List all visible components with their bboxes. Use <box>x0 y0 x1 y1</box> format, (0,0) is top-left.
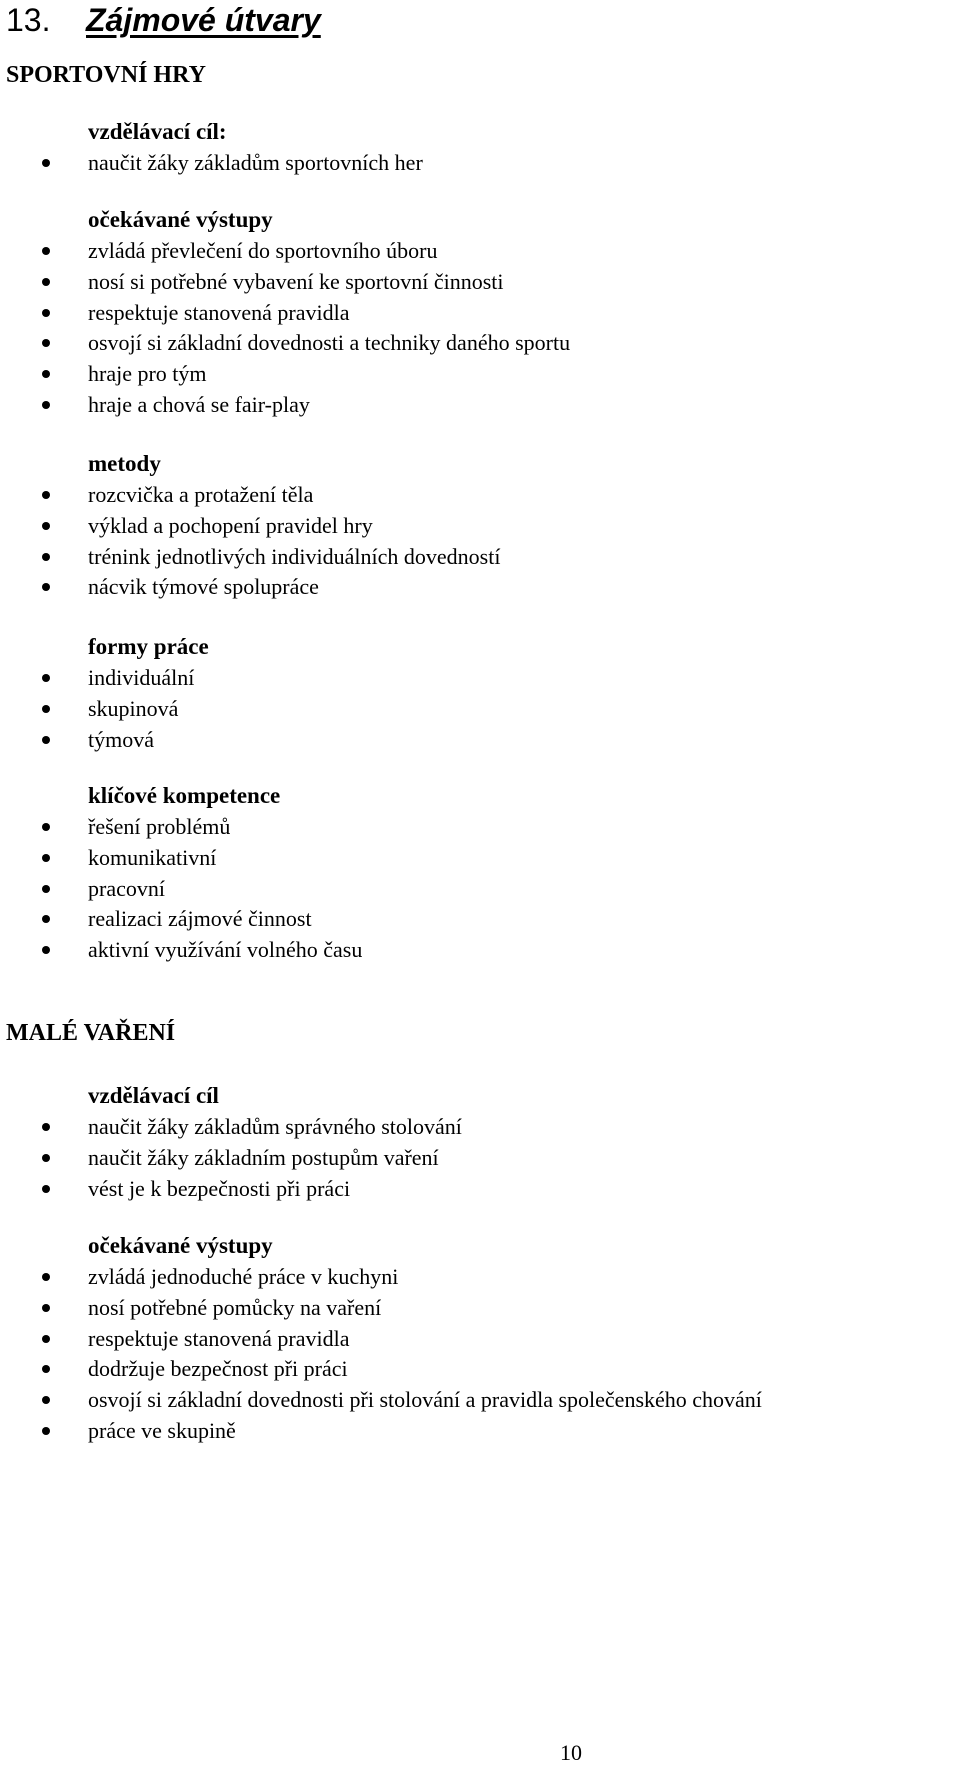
group-heading: klíčové kompetence <box>88 783 281 808</box>
group-heading: očekávané výstupy <box>88 207 273 232</box>
page-number: 10 <box>560 1740 582 1765</box>
list-item-text: výklad a pochopení pravidel hry <box>88 513 373 538</box>
list-item-text: dodržuje bezpečnost při práci <box>88 1356 348 1381</box>
group-heading: vzdělávací cíl <box>88 1083 219 1108</box>
bullet-icon <box>42 1273 50 1281</box>
bullet-icon <box>42 1396 50 1404</box>
list-item-text: rozcvička a protažení těla <box>88 482 314 507</box>
list-item-text: práce ve skupině <box>88 1418 236 1443</box>
bullet-icon <box>42 885 50 893</box>
chapter-title: Zájmové útvary <box>86 2 321 38</box>
list-item-text: respektuje stanovená pravidla <box>88 1326 350 1351</box>
bullet-icon <box>42 1365 50 1373</box>
list-item-text: nácvik týmové spolupráce <box>88 574 319 599</box>
list-item-text: naučit žáky základním postupům vaření <box>88 1145 439 1170</box>
bullet-icon <box>42 705 50 713</box>
bullet-icon <box>42 583 50 591</box>
section-title: MALÉ VAŘENÍ <box>6 1020 176 1046</box>
bullet-icon <box>42 522 50 530</box>
list-item-text: pracovní <box>88 876 165 901</box>
bullet-icon <box>42 309 50 317</box>
group-heading: očekávané výstupy <box>88 1233 273 1258</box>
list-item-text: osvojí si základní dovednosti a techniky daného sportu <box>88 330 571 355</box>
group-heading: formy práce <box>88 634 209 659</box>
section-title: SPORTOVNÍ HRY <box>6 62 206 88</box>
bullet-icon <box>42 1304 50 1312</box>
chapter-number: 13. <box>6 2 51 38</box>
bullet-icon <box>42 1154 50 1162</box>
bullet-icon <box>42 159 50 167</box>
list-item-text: individuální <box>88 665 195 690</box>
list-item-text: hraje a chová se fair-play <box>88 392 310 417</box>
chapter-heading <box>6 0 321 40</box>
list-item-text: hraje pro tým <box>88 361 207 386</box>
bullet-icon <box>42 1185 50 1193</box>
bullet-icon <box>42 491 50 499</box>
bullet-icon <box>42 278 50 286</box>
list-item-text: naučit žáky základům správného stolování <box>88 1114 462 1139</box>
list-item-text: zvládá jednoduché práce v kuchyni <box>88 1264 399 1289</box>
list-item-text: aktivní využívání volného času <box>88 937 363 962</box>
bullet-icon <box>42 247 50 255</box>
list-item-text: respektuje stanovená pravidla <box>88 300 350 325</box>
group-heading: metody <box>88 451 161 476</box>
bullet-icon <box>42 915 50 923</box>
bullet-icon <box>42 736 50 744</box>
bullet-icon <box>42 823 50 831</box>
list-item-text: komunikativní <box>88 845 217 870</box>
list-item-text: nosí potřebné pomůcky na vaření <box>88 1295 382 1320</box>
list-item-text: týmová <box>88 727 154 752</box>
bullet-icon <box>42 946 50 954</box>
bullet-icon <box>42 1427 50 1435</box>
list-item-text: řešení problémů <box>88 814 231 839</box>
list-item-text: nosí si potřebné vybavení ke sportovní činnosti <box>88 269 504 294</box>
list-item-text: osvojí si základní dovednosti při stolování a pravidla společenského chování <box>88 1387 762 1412</box>
bullet-icon <box>42 1123 50 1131</box>
list-item-text: vést je k bezpečnosti při práci <box>88 1176 351 1201</box>
list-item-text: naučit žáky základům sportovních her <box>88 150 423 175</box>
bullet-icon <box>42 553 50 561</box>
bullet-icon <box>42 401 50 409</box>
bullet-icon <box>42 1335 50 1343</box>
list-item-text: zvládá převlečení do sportovního úboru <box>88 238 438 263</box>
bullet-icon <box>42 370 50 378</box>
group-heading: vzdělávací cíl: <box>88 119 227 144</box>
bullet-icon <box>42 854 50 862</box>
bullet-icon <box>42 339 50 347</box>
list-item-text: trénink jednotlivých individuálních dovedností <box>88 544 501 569</box>
list-item-text: realizaci zájmové činnost <box>88 906 312 931</box>
bullet-icon <box>42 674 50 682</box>
list-item-text: skupinová <box>88 696 179 721</box>
